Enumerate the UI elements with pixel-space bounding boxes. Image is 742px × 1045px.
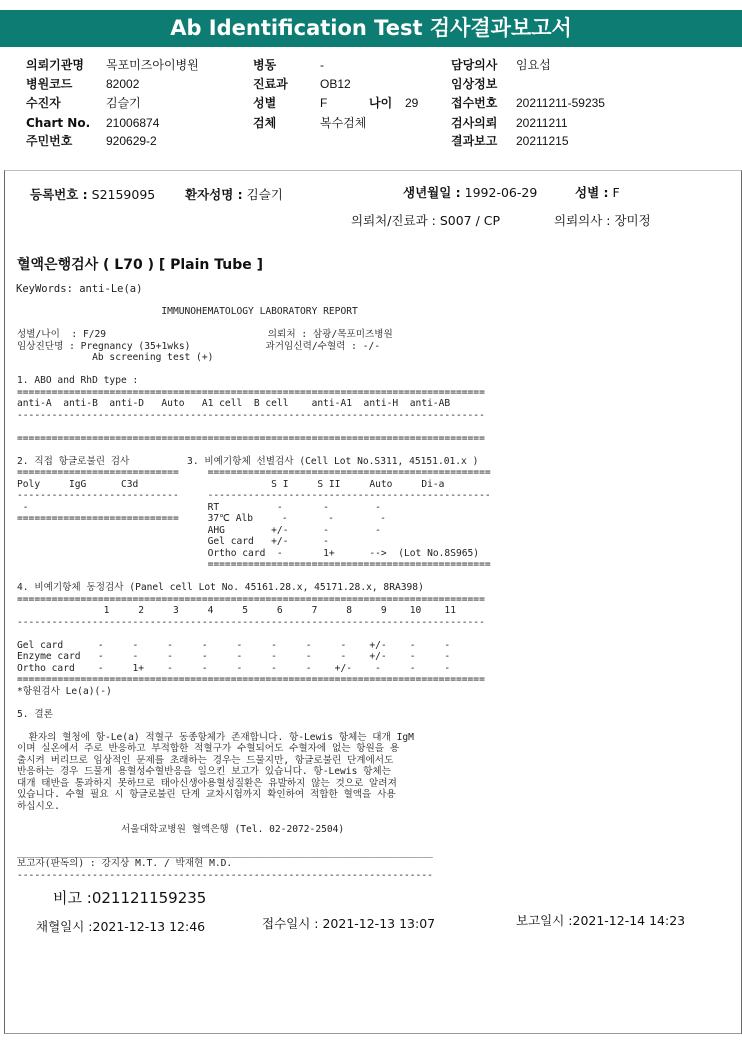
report-line: 1. ABO and RhD type : (17, 375, 139, 386)
label-resident-no: 주민번호 (26, 134, 73, 148)
label-ward: 병동 (253, 58, 277, 72)
report-line: anti-A anti-B anti-D Auto A1 cell B cell anti-A1 anti-H anti-AB (17, 398, 451, 409)
value-ward: - (320, 58, 324, 72)
value-hospital-code: 82002 (106, 77, 140, 91)
value-specimen: 복수검체 (320, 116, 367, 130)
report-line: 출시켜 버리므로 임상적인 문제를 초래하는 경우는 드물지만, 항글로불린 단계에서도 (17, 754, 394, 766)
report-line: 임상진단명 : Pregnancy (35+1wks) 과거임신력/수혈력 : -/- (17, 340, 381, 352)
report-line: ================================================================================= (17, 674, 485, 685)
report-line: ================================================================================= (17, 593, 485, 605)
report-line: ============================ ================================================= (17, 467, 491, 478)
label-doctor: 담당의사 (451, 58, 498, 72)
report-line: 하십시오. (17, 800, 60, 812)
report-line: 서울대학교병원 혈액은행 (Tel. 02-2072-2504) (17, 823, 345, 835)
report-line: --------------------------------------------------------------------------------- (17, 409, 485, 421)
report-line: 5. 결론 (17, 708, 53, 720)
report-line: 반응하는 경우 드물게 용혈성수혈반응을 일으킨 보고가 있습니다. 항-Lewis 항체는 (17, 766, 391, 777)
report-line (17, 364, 491, 376)
report-line: ================================================================================= (17, 432, 485, 444)
value-receipt-no: 20211211-59235 (516, 96, 605, 110)
label-dept: 진료과 (253, 77, 288, 91)
value-resident-no: 920629-2 (106, 134, 157, 148)
keywords: KeyWords: anti-Le(a) (16, 283, 143, 295)
label-age: 나이 (369, 96, 393, 110)
report-line: 4. 비예기항체 동정검사 (Panel cell Lot No. 45161.28.x, 45171.28.x, 8RA398) (17, 582, 424, 593)
receipt-datetime: 접수일시 : 2021-12-13 13:07 (262, 916, 436, 931)
report-line: Enzyme card - - - - - - - - +/- - - (17, 651, 451, 662)
report-line: ------------------------------------------------------------------------ (17, 869, 433, 881)
report-line: 이며 실온에서 주로 반응하고 부적합한 적혈구가 수혈되어도 수혈자에 없는 항원을 용 (17, 743, 400, 754)
label-specimen: 검체 (253, 116, 277, 130)
report-line: --------------------------------------------------------------------------------- (17, 616, 485, 628)
report-body (17, 306, 491, 881)
report-line: 2. 직접 항글로불린 검사 3. 비예기항체 선별검사 (Cell Lot No.S311, 45151.01.x ) (17, 455, 479, 467)
report-line (17, 444, 491, 456)
report-line: Gel card +/- - (17, 536, 329, 547)
note: 비고 :021121159235 (53, 889, 207, 907)
value-hospital: 목포미즈아이병원 (106, 58, 199, 72)
report-title-bar (0, 10, 742, 47)
requesting-doctor: 의뢰의사 : 장미정 (554, 213, 651, 228)
info-grid (0, 56, 742, 152)
report-line: 환자의 혈청에 항-Le(a) 적혈구 동종항체가 존재합니다. 항-Lewis 항체는 대개 IgM (17, 731, 414, 743)
report-line (17, 571, 491, 583)
label-patient: 수진자 (26, 96, 61, 110)
value-sex: F (320, 96, 328, 110)
report-line (17, 835, 491, 847)
label-receipt-no: 접수번호 (451, 96, 498, 110)
report-line: ________________________________________________________________________ (17, 846, 433, 858)
report-line: Ortho card - 1+ --> (Lot No.8S965) (17, 547, 480, 559)
value-request-date: 20211211 (516, 116, 568, 130)
report-line (17, 720, 491, 732)
report-line: Poly IgG C3d S I S II Auto Di-a (17, 478, 445, 490)
label-hospital-code: 병원코드 (26, 77, 73, 91)
label-clinical-info: 임상정보 (451, 77, 498, 91)
report-title: Ab Identification Test 검사결과보고서 (170, 16, 572, 40)
report-line: ---------------------------- ------------------------------------------------- (17, 490, 491, 501)
collection-datetime: 채혈일시 :2021-12-13 12:46 (36, 919, 206, 934)
requesting-dept: 의뢰처/진료과 : S007 / CP (351, 213, 501, 228)
patient-sex: 성별 : F (575, 185, 620, 200)
patient-name: 환자성명 : 김슬기 (185, 187, 283, 202)
value-age: 29 (405, 96, 419, 110)
birth-date: 생년월일 : 1992-06-29 (403, 185, 538, 200)
value-report-date: 20211215 (516, 134, 569, 148)
value-doctor: 임요섭 (516, 58, 551, 72)
report-line: 있습니다. 수혈 필요 시 항글로불린 단계 교차시험까지 확인하여 적합한 혈액을 사용 (17, 789, 396, 800)
report-line: 보고자(판독의) : 강지상 M.T. / 박재현 M.D. (17, 858, 233, 869)
report-line (17, 697, 491, 709)
report-line (17, 318, 491, 330)
report-datetime: 보고일시 :2021-12-14 14:23 (516, 913, 686, 928)
label-hospital: 의뢰기관명 (26, 58, 84, 72)
value-chart-no: 21006874 (106, 116, 160, 130)
report-line: ============================ 37℃ Alb - - - (17, 513, 386, 524)
test-title: 혈액은행검사 ( L70 ) [ Plain Tube ] (17, 257, 264, 273)
report-line (17, 421, 491, 433)
report-line: IMMUNOHEMATOLOGY LABORATORY REPORT (17, 306, 358, 317)
report-line (17, 628, 491, 640)
scanned-report (4, 170, 742, 1034)
label-request-date: 검사의뢰 (451, 116, 498, 130)
report-line: Ab screening test (+) (17, 352, 214, 363)
label-report-date: 결과보고 (451, 134, 498, 148)
report-line: AHG +/- - - (17, 524, 381, 536)
label-chart-no: Chart No. (26, 116, 91, 130)
report-line: 성별/나이 : F/29 의뢰처 : 삼광/목포미즈병원 (17, 329, 393, 340)
report-line (17, 812, 491, 824)
report-line: - RT - - - (17, 501, 381, 513)
report-line: ================================================================================= (17, 386, 485, 398)
reg-no: 등록번호 : S2159095 (30, 187, 156, 202)
report-line: 대개 태반을 통과하지 못하므로 태아신생아용혈성질환은 유발하지 않는 것으로 알려져 (17, 777, 397, 789)
report-line: *항원검사 Le(a)(-) (17, 685, 112, 697)
value-dept: OB12 (320, 77, 351, 91)
report-line: ================================================= (17, 559, 491, 570)
label-sex: 성별 (253, 96, 277, 110)
report-line: Ortho card - 1+ - - - - - +/- - - - (17, 662, 451, 674)
report-line: 1 2 3 4 5 6 7 8 9 10 11 (17, 605, 456, 616)
report-line: Gel card - - - - - - - - +/- - - (17, 639, 451, 651)
value-patient: 김슬기 (106, 96, 141, 110)
